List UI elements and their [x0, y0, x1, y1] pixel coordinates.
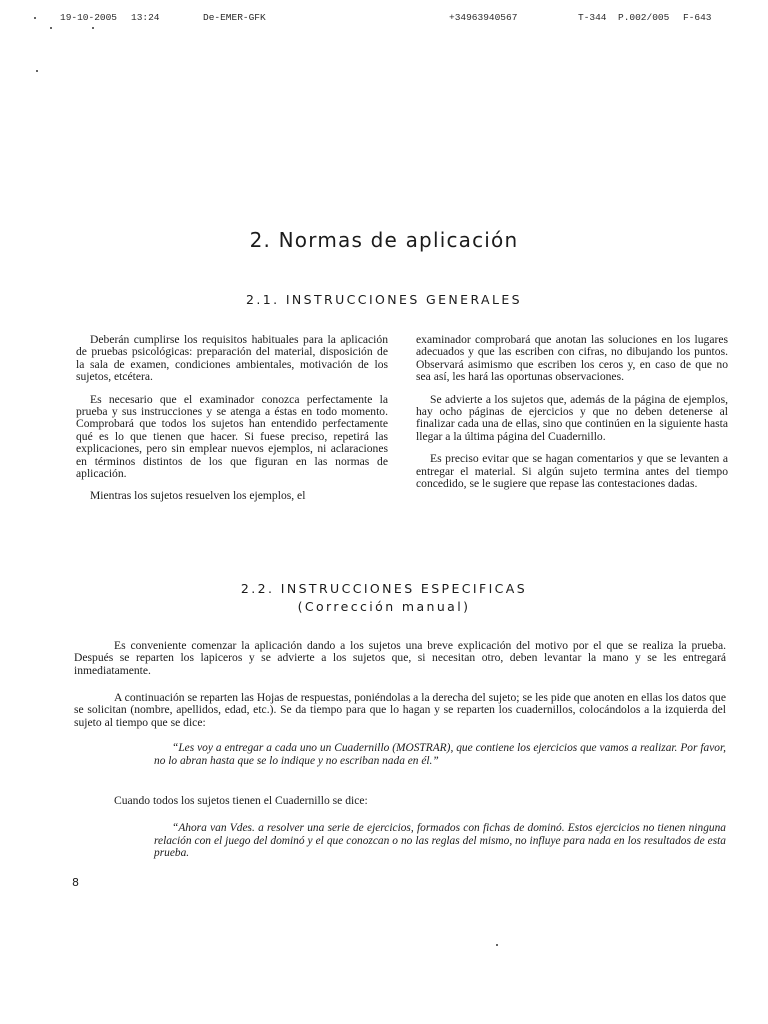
paragraph-intro: [74, 640, 726, 677]
paragraph: examinador comprobará que anotan las soluciones en los lugares adecuados y que las escriben con cifras, no dibujando los puntos. Observará asimismo que escriben los ceros y, en caso de que no sea así, les hará las oportunas observaciones.: [416, 333, 728, 384]
paragraph: Cuando todos los sujetos tienen el Cuadernillo se dice:: [114, 794, 368, 807]
paragraph: Deberán cumplirse los requisitos habituales para la aplicación de pruebas psicológicas: preparación del material, disposición de la sala de examen, condiciones ambientales, motivación de los sujetos, etcétera.: [76, 333, 388, 384]
paragraph: Es preciso evitar que se hagan comentarios y que se levanten a entregar el material. Si algún sujeto termina antes del tiempo concedido, se le sugiere que repase las contestaciones dadas.: [416, 452, 728, 491]
fax-job: T-344: [578, 12, 607, 23]
quote-exercises: [154, 822, 726, 860]
subsection-title-specific: 2.2. INSTRUCCIONES ESPECIFICAS: [240, 581, 528, 596]
quote-text: “Les voy a entregar a cada uno un Cuadernillo (MOSTRAR), que contiene los ejercicios que vamos a realizar. Por favor, no lo abran hasta que se lo indique y no escriban nada en él.”: [154, 742, 726, 767]
section-title: 2. Normas de aplicación: [249, 228, 519, 252]
fax-code: F-643: [683, 12, 712, 23]
fax-phone: +34963940567: [449, 12, 518, 23]
paragraph: A continuación se reparten las Hojas de respuestas, poniéndolas a la derecha del sujeto; se les pide que anoten en ellas los datos que se solicitan (nombre, apellidos, edad, etc.). Se da tiempo para que lo hagan y se reparten los cuadernillos, colocándolos a la izquierda del sujeto al tiempo que se dice:: [74, 691, 726, 729]
paragraph-booklet-given: [74, 795, 726, 807]
paragraph: Es conveniente comenzar la aplicación dando a los sujetos una breve explicación del motivo por el que se realiza la prueba. Después se reparten los lapiceros y se advierte a los sujetos que, si necesitan otro, deben levantar la mano y se les entregará inmediatamente.: [74, 639, 726, 677]
paragraph-answer-sheets: [74, 692, 726, 729]
page-number: 8: [72, 876, 79, 889]
quote-booklet: [154, 742, 726, 767]
left-column: [76, 334, 388, 513]
paragraph: Se advierte a los sujetos que, además de la página de ejemplos, hay ocho páginas de ejercicios y que no deben detenerse al finalizar cada una de ellas, sino que continúen en la siguiente hasta llegar a la última página del Cuadernillo.: [416, 392, 728, 443]
paragraph: Es necesario que el examinador conozca perfectamente la prueba y sus instrucciones y se atenga a éstas en todo momento. Comprobará que todos los sujetos han entendido perfectamente qué es lo que tienen que hacer. Si fuese preciso, repetirá las explicaciones, pero sin emplear nuevos ejemplos, ni aclaraciones en términos distintos de los que figuran en las normas de aplicación.: [76, 392, 388, 481]
subsection-subtitle: (Corrección manual): [297, 599, 471, 614]
scan-speck: [92, 27, 94, 29]
fax-header: [0, 12, 768, 28]
scan-speck: [496, 944, 498, 946]
right-column: [416, 334, 728, 500]
paragraph: Mientras los sujetos resuelven los ejemplos, el: [90, 489, 306, 503]
fax-time: 13:24: [131, 12, 160, 23]
subsection-title-general: 2.1. INSTRUCCIONES GENERALES: [246, 292, 522, 307]
scan-speck: [36, 70, 38, 72]
fax-sender: De-EMER-GFK: [203, 12, 266, 23]
scan-speck: [34, 17, 36, 19]
scan-speck: [50, 27, 52, 29]
quote-text: “Ahora van Vdes. a resolver una serie de ejercicios, formados con fichas de dominó. Estos ejercicios no tienen ninguna relación con el juego del dominó y el que conozcan o no las reglas del mismo, no influye para nada en los resultados de esta prueba.: [154, 822, 726, 860]
fax-page: P.002/005: [618, 12, 670, 23]
fax-date: 19-10-2005: [60, 12, 118, 23]
